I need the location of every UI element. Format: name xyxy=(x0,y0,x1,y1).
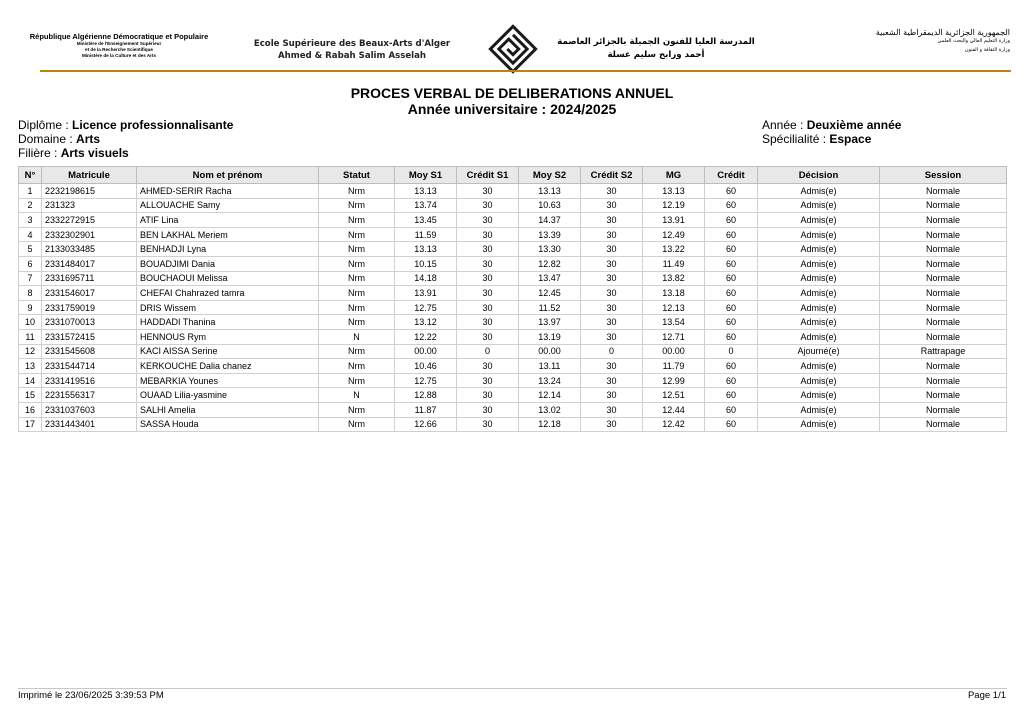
table-cell: 0 xyxy=(705,344,758,359)
header-right-block xyxy=(820,28,1010,55)
column-header: Moy S2 xyxy=(519,167,581,184)
ministry-higher-ed-fr: Ministère de l'Enseignement Supérieur xyxy=(76,41,162,46)
table-cell: 30 xyxy=(581,329,643,344)
filiere-row xyxy=(18,146,129,160)
table-cell: 13.22 xyxy=(643,242,705,257)
table-cell: Normale xyxy=(880,315,1007,330)
table-cell: 13 xyxy=(19,359,42,374)
republic-name-ar: الجمهورية الجزائرية الديمقراطية الشعبية xyxy=(875,28,1010,37)
table-cell: Nrm xyxy=(319,242,395,257)
table-row xyxy=(19,417,1007,432)
specialite-row xyxy=(762,132,871,146)
table-cell: SALHI Amelia xyxy=(137,402,319,417)
table-cell: 11.49 xyxy=(643,256,705,271)
table-cell: 14.37 xyxy=(519,213,581,228)
table-cell: 30 xyxy=(581,213,643,228)
table-cell: Normale xyxy=(880,271,1007,286)
table-cell: 12.66 xyxy=(395,417,457,432)
table-cell: 13.74 xyxy=(395,198,457,213)
table-cell: 60 xyxy=(705,329,758,344)
column-header: MG xyxy=(643,167,705,184)
table-cell: 2331546017 xyxy=(42,286,137,301)
table-cell: Nrm xyxy=(319,286,395,301)
table-cell: 60 xyxy=(705,388,758,403)
table-cell: Admis(e) xyxy=(758,417,880,432)
table-cell: 2331484017 xyxy=(42,256,137,271)
table-row xyxy=(19,344,1007,359)
table-cell: 4 xyxy=(19,227,42,242)
table-cell: 60 xyxy=(705,256,758,271)
table-cell: 2331695711 xyxy=(42,271,137,286)
table-cell: 60 xyxy=(705,286,758,301)
table-cell: Normale xyxy=(880,329,1007,344)
table-cell: 10 xyxy=(19,315,42,330)
table-cell: 14.18 xyxy=(395,271,457,286)
table-cell: 12.13 xyxy=(643,300,705,315)
page-number: Page 1/1 xyxy=(967,690,1006,701)
table-cell: 13.45 xyxy=(395,213,457,228)
table-cell: Admis(e) xyxy=(758,300,880,315)
table-cell: 30 xyxy=(457,300,519,315)
table-cell: N xyxy=(319,329,395,344)
table-cell: 30 xyxy=(457,271,519,286)
table-cell: Nrm xyxy=(319,256,395,271)
table-cell: 2133033485 xyxy=(42,242,137,257)
table-cell: BOUCHAOUI Melissa xyxy=(137,271,319,286)
table-cell: Normale xyxy=(880,227,1007,242)
table-cell: Normale xyxy=(880,184,1007,199)
column-header: Statut xyxy=(319,167,395,184)
table-cell: Normale xyxy=(880,402,1007,417)
table-cell: 7 xyxy=(19,271,42,286)
table-cell: 30 xyxy=(457,329,519,344)
table-cell: 2331419516 xyxy=(42,373,137,388)
table-cell: 60 xyxy=(705,359,758,374)
table-cell: 13.24 xyxy=(519,373,581,388)
table-row xyxy=(19,315,1007,330)
annee-label: Année : xyxy=(762,118,804,132)
table-row xyxy=(19,198,1007,213)
table-cell: 2332272915 xyxy=(42,213,137,228)
table-cell: Admis(e) xyxy=(758,402,880,417)
ministry-higher-ed-ar: وزارة التعليم العالي والبحث العلمي xyxy=(937,38,1010,44)
table-cell: Normale xyxy=(880,286,1007,301)
column-header: Moy S1 xyxy=(395,167,457,184)
table-cell: 30 xyxy=(457,402,519,417)
table-cell: Normale xyxy=(880,256,1007,271)
table-header-row xyxy=(19,167,1007,184)
table-cell: Admis(e) xyxy=(758,242,880,257)
table-cell: 12 xyxy=(19,344,42,359)
ministry-culture-fr: Ministère de la Culture et des Arts xyxy=(81,53,157,58)
table-cell: Nrm xyxy=(319,402,395,417)
table-cell: 12.14 xyxy=(519,388,581,403)
column-header: Matricule xyxy=(42,167,137,184)
table-cell: Admis(e) xyxy=(758,271,880,286)
table-cell: 2331544714 xyxy=(42,359,137,374)
table-cell: 13.13 xyxy=(395,184,457,199)
table-cell: 14 xyxy=(19,373,42,388)
table-cell: 30 xyxy=(457,256,519,271)
table-cell: Nrm xyxy=(319,184,395,199)
table-row xyxy=(19,373,1007,388)
table-cell: Nrm xyxy=(319,271,395,286)
table-cell: 11.52 xyxy=(519,300,581,315)
header-divider xyxy=(40,70,1011,72)
table-cell: 30 xyxy=(457,242,519,257)
table-cell: Admis(e) xyxy=(758,373,880,388)
table-cell: Admis(e) xyxy=(758,315,880,330)
table-cell: 30 xyxy=(457,373,519,388)
table-cell: 17 xyxy=(19,417,42,432)
ministry-research-fr: et de la Recherche Scientifique xyxy=(85,47,153,52)
table-cell: Normale xyxy=(880,417,1007,432)
table-cell: ALLOUACHE Samy xyxy=(137,198,319,213)
table-cell: 60 xyxy=(705,271,758,286)
table-cell: 10.46 xyxy=(395,359,457,374)
header-left-block xyxy=(14,32,224,59)
diplome-label: Diplôme : xyxy=(18,118,69,132)
table-cell: DRIS Wissem xyxy=(137,300,319,315)
table-cell: 12.45 xyxy=(519,286,581,301)
table-cell: 13.39 xyxy=(519,227,581,242)
table-row xyxy=(19,402,1007,417)
table-cell: 30 xyxy=(581,359,643,374)
table-cell: 60 xyxy=(705,227,758,242)
column-header: Crédit S2 xyxy=(581,167,643,184)
table-cell: 13.82 xyxy=(643,271,705,286)
domaine-label: Domaine : xyxy=(18,132,73,146)
table-cell: 13.91 xyxy=(395,286,457,301)
table-cell: 15 xyxy=(19,388,42,403)
table-cell: Admis(e) xyxy=(758,184,880,199)
table-cell: 13.18 xyxy=(643,286,705,301)
table-cell: 13.13 xyxy=(519,184,581,199)
table-cell: 13.11 xyxy=(519,359,581,374)
table-cell: 11.79 xyxy=(643,359,705,374)
table-cell: 30 xyxy=(581,388,643,403)
annee-row xyxy=(762,118,901,132)
table-cell: HENNOUS Rym xyxy=(137,329,319,344)
table-cell: 30 xyxy=(457,198,519,213)
table-cell: KERKOUCHE Dalia chanez xyxy=(137,359,319,374)
table-cell: OUAAD Lilia-yasmine xyxy=(137,388,319,403)
table-cell: 8 xyxy=(19,286,42,301)
table-cell: 6 xyxy=(19,256,42,271)
school-name-fr-line1: Ecole Supérieure des Beaux-Arts d'Alger xyxy=(253,39,451,49)
table-cell: 30 xyxy=(457,388,519,403)
table-cell: 10.15 xyxy=(395,256,457,271)
table-row xyxy=(19,242,1007,257)
table-cell: Normale xyxy=(880,300,1007,315)
table-cell: 60 xyxy=(705,315,758,330)
table-cell: 5 xyxy=(19,242,42,257)
table-cell: Admis(e) xyxy=(758,329,880,344)
specialite-value: Espace xyxy=(829,132,872,146)
column-header: N° xyxy=(19,167,42,184)
table-cell: 60 xyxy=(705,417,758,432)
table-cell: 00.00 xyxy=(643,344,705,359)
annee-value: Deuxième année xyxy=(806,118,902,132)
academic-year: Année universitaire : 2024/2025 xyxy=(407,101,617,117)
table-cell: 12.51 xyxy=(643,388,705,403)
table-cell: Admis(e) xyxy=(758,256,880,271)
table-cell: 12.99 xyxy=(643,373,705,388)
table-cell: 13.30 xyxy=(519,242,581,257)
table-cell: 30 xyxy=(457,286,519,301)
table-cell: 16 xyxy=(19,402,42,417)
table-cell: 12.88 xyxy=(395,388,457,403)
table-cell: 00.00 xyxy=(519,344,581,359)
table-cell: 60 xyxy=(705,198,758,213)
table-cell: 30 xyxy=(581,417,643,432)
results-table xyxy=(18,166,1007,432)
table-cell: 30 xyxy=(457,359,519,374)
print-timestamp: Imprimé le 23/06/2025 3:39:53 PM xyxy=(18,690,164,701)
table-row xyxy=(19,359,1007,374)
table-cell: Nrm xyxy=(319,300,395,315)
table-cell: SASSA Houda xyxy=(137,417,319,432)
table-cell: Admis(e) xyxy=(758,286,880,301)
table-cell: 13.19 xyxy=(519,329,581,344)
column-header: Crédit xyxy=(705,167,758,184)
table-cell: AHMED-SERIR Racha xyxy=(137,184,319,199)
table-cell: 12.75 xyxy=(395,373,457,388)
table-cell: 30 xyxy=(581,242,643,257)
table-cell: 11.59 xyxy=(395,227,457,242)
table-cell: 60 xyxy=(705,242,758,257)
table-cell: 11.87 xyxy=(395,402,457,417)
table-row xyxy=(19,271,1007,286)
filiere-label: Filière : xyxy=(18,146,58,160)
table-cell: 13.97 xyxy=(519,315,581,330)
table-row xyxy=(19,213,1007,228)
table-cell: 2231556317 xyxy=(42,388,137,403)
table-cell: 30 xyxy=(581,256,643,271)
ministry-culture-ar: وزارة الثقافة و الفنون xyxy=(964,47,1010,53)
specialite-label: Spécilialité : xyxy=(762,132,827,146)
table-cell: 30 xyxy=(581,271,643,286)
column-header: Nom et prénom xyxy=(137,167,319,184)
table-cell: 0 xyxy=(581,344,643,359)
table-cell: MEBARKIA Younes xyxy=(137,373,319,388)
table-cell: 12.22 xyxy=(395,329,457,344)
table-cell: 00.00 xyxy=(395,344,457,359)
table-cell: HADDADI Thanina xyxy=(137,315,319,330)
school-name-ar-line1: المدرسة العليا للفنون الجميلة بالجزائر العاصمة xyxy=(557,37,755,47)
diplome-row xyxy=(18,118,233,132)
table-cell: Normale xyxy=(880,198,1007,213)
table-cell: Nrm xyxy=(319,344,395,359)
table-cell: 3 xyxy=(19,213,42,228)
school-name-fr xyxy=(236,38,468,62)
table-cell: KACI AISSA Serine xyxy=(137,344,319,359)
table-cell: 30 xyxy=(457,417,519,432)
table-cell: 13.13 xyxy=(643,184,705,199)
filiere-value: Arts visuels xyxy=(60,146,129,160)
table-row xyxy=(19,184,1007,199)
table-cell: Normale xyxy=(880,388,1007,403)
domaine-row xyxy=(18,132,100,146)
table-cell: 2331545608 xyxy=(42,344,137,359)
school-name-ar xyxy=(556,36,756,62)
table-row xyxy=(19,388,1007,403)
table-cell: 13.12 xyxy=(395,315,457,330)
table-cell: 2332302901 xyxy=(42,227,137,242)
table-row xyxy=(19,329,1007,344)
footer-divider xyxy=(18,688,1007,689)
table-cell: Ajourné(e) xyxy=(758,344,880,359)
table-cell: BENHADJI Lyna xyxy=(137,242,319,257)
table-cell: Nrm xyxy=(319,417,395,432)
table-cell: 60 xyxy=(705,402,758,417)
table-row xyxy=(19,227,1007,242)
column-header: Décision xyxy=(758,167,880,184)
table-cell: 12.49 xyxy=(643,227,705,242)
table-cell: Admis(e) xyxy=(758,359,880,374)
column-header: Session xyxy=(880,167,1007,184)
table-cell: Nrm xyxy=(319,227,395,242)
table-cell: 11 xyxy=(19,329,42,344)
school-name-fr-line2: Ahmed & Rabah Salim Asselah xyxy=(277,51,427,61)
table-cell: 2331070013 xyxy=(42,315,137,330)
table-cell: 12.71 xyxy=(643,329,705,344)
table-cell: 2 xyxy=(19,198,42,213)
table-cell: 12.19 xyxy=(643,198,705,213)
table-cell: 12.75 xyxy=(395,300,457,315)
table-cell: Admis(e) xyxy=(758,388,880,403)
table-cell: Normale xyxy=(880,373,1007,388)
school-name-ar-line2: أحمد ورابح سليم عسلة xyxy=(607,50,705,60)
table-cell: 13.02 xyxy=(519,402,581,417)
table-cell: BOUADJIMI Dania xyxy=(137,256,319,271)
table-cell: 2331572415 xyxy=(42,329,137,344)
table-cell: CHEFAI Chahrazed tamra xyxy=(137,286,319,301)
document-title: PROCES VERBAL DE DELIBERATIONS ANNUEL xyxy=(350,85,674,101)
table-cell: 60 xyxy=(705,213,758,228)
table-cell: 30 xyxy=(457,227,519,242)
table-cell: 1 xyxy=(19,184,42,199)
table-cell: Nrm xyxy=(319,213,395,228)
table-cell: Normale xyxy=(880,359,1007,374)
table-cell: 30 xyxy=(581,184,643,199)
table-cell: Rattrapage xyxy=(880,344,1007,359)
table-cell: N xyxy=(319,388,395,403)
table-cell: Nrm xyxy=(319,198,395,213)
table-cell: Admis(e) xyxy=(758,198,880,213)
table-body xyxy=(19,184,1007,432)
table-cell: Nrm xyxy=(319,359,395,374)
table-row xyxy=(19,300,1007,315)
table-cell: 0 xyxy=(457,344,519,359)
table-cell: 30 xyxy=(457,213,519,228)
table-cell: 2331037603 xyxy=(42,402,137,417)
table-cell: 13.54 xyxy=(643,315,705,330)
table-cell: 30 xyxy=(581,402,643,417)
table-cell: 60 xyxy=(705,184,758,199)
table-cell: 30 xyxy=(581,373,643,388)
table-cell: 30 xyxy=(457,184,519,199)
table-cell: 13.13 xyxy=(395,242,457,257)
table-cell: 13.47 xyxy=(519,271,581,286)
table-cell: 30 xyxy=(457,315,519,330)
republic-name-fr: République Algérienne Démocratique et Populaire xyxy=(29,32,209,41)
table-cell: 60 xyxy=(705,300,758,315)
table-cell: 2232198615 xyxy=(42,184,137,199)
table-cell: Normale xyxy=(880,213,1007,228)
table-cell: Normale xyxy=(880,242,1007,257)
table-cell: 10.63 xyxy=(519,198,581,213)
column-header: Crédit S1 xyxy=(457,167,519,184)
table-cell: 13.91 xyxy=(643,213,705,228)
table-cell: Nrm xyxy=(319,373,395,388)
table-row xyxy=(19,256,1007,271)
kufic-calligraphy-logo-icon xyxy=(488,24,538,74)
table-cell: 30 xyxy=(581,315,643,330)
table-cell: 12.42 xyxy=(643,417,705,432)
diplome-value: Licence professionnalisante xyxy=(72,118,234,132)
table-cell: 231323 xyxy=(42,198,137,213)
table-cell: Nrm xyxy=(319,315,395,330)
table-cell: 30 xyxy=(581,300,643,315)
table-cell: 9 xyxy=(19,300,42,315)
domaine-value: Arts xyxy=(76,132,101,146)
table-cell: BEN LAKHAL Meriem xyxy=(137,227,319,242)
table-cell: Admis(e) xyxy=(758,227,880,242)
table-row xyxy=(19,286,1007,301)
table-cell: ATIF Lina xyxy=(137,213,319,228)
table-cell: 12.18 xyxy=(519,417,581,432)
table-cell: 12.44 xyxy=(643,402,705,417)
table-cell: 30 xyxy=(581,227,643,242)
table-cell: 30 xyxy=(581,286,643,301)
table-cell: 2331759019 xyxy=(42,300,137,315)
table-cell: 60 xyxy=(705,373,758,388)
table-cell: 30 xyxy=(581,198,643,213)
table-cell: Admis(e) xyxy=(758,213,880,228)
table-cell: 12.82 xyxy=(519,256,581,271)
table-cell: 2331443401 xyxy=(42,417,137,432)
